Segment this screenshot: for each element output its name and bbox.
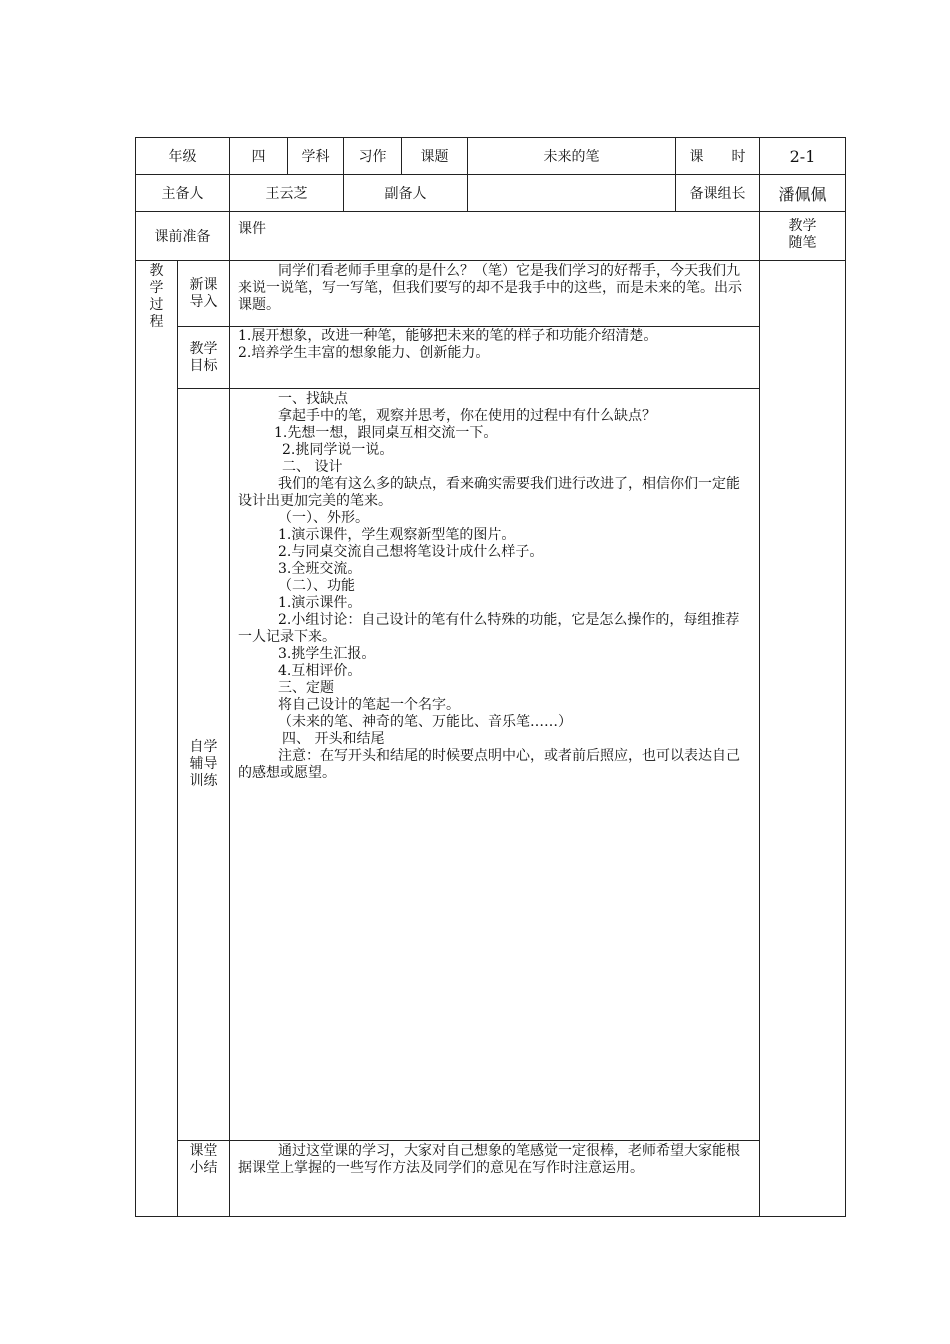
training-line: 2.小组讨论：自己设计的笔有什么特殊的功能，它是怎么操作的，每组推荐一人记录下来。 bbox=[238, 612, 740, 645]
training-line: 3.全班交流。 bbox=[278, 561, 362, 577]
training-line: （一）、外形。 bbox=[278, 510, 369, 526]
training-text bbox=[230, 389, 760, 1141]
goals-text: 1.展开想象，改进一种笔，能够把未来的笔的样子和功能介绍清楚。 2.培养学生丰富的想象能力、创新能力。 bbox=[230, 327, 760, 389]
prep-value: 课件 bbox=[230, 212, 760, 261]
preparer-value: 王云芝 bbox=[230, 175, 344, 212]
training-line: 2.挑同学说一说。 bbox=[282, 442, 394, 458]
period-value: 2-1 bbox=[760, 138, 846, 175]
notes-label: 教学 随笔 bbox=[760, 212, 846, 261]
topic-value: 未来的笔 bbox=[468, 138, 676, 175]
co-preparer-label: 副备人 bbox=[344, 175, 468, 212]
goals-label: 教学 目标 bbox=[178, 327, 230, 389]
lesson-plan-table bbox=[135, 137, 846, 1217]
header-row-2 bbox=[136, 175, 846, 212]
subject-value: 习作 bbox=[344, 138, 402, 175]
prep-label: 课前准备 bbox=[136, 212, 230, 261]
training-line: 我们的笔有这么多的缺点，看来确实需要我们进行改进了，相信你们一定能设计出更加完美的笔来。 bbox=[238, 476, 740, 509]
period-label: 课 时 bbox=[676, 138, 760, 175]
training-line: 1.演示课件，学生观察新型笔的图片。 bbox=[278, 527, 516, 543]
grade-label: 年级 bbox=[136, 138, 230, 175]
training-line: （二）、功能 bbox=[278, 578, 355, 594]
goals-row bbox=[136, 327, 846, 389]
training-line: （未来的笔、神奇的笔、万能比、音乐笔……） bbox=[278, 714, 572, 730]
process-label: 教 学 过 程 bbox=[136, 261, 178, 1217]
intro-row bbox=[136, 261, 846, 327]
training-line: 1.演示课件。 bbox=[278, 595, 362, 611]
summary-row bbox=[136, 1141, 846, 1217]
summary-label: 课堂 小结 bbox=[178, 1141, 230, 1217]
training-line: 二、 设计 bbox=[282, 459, 343, 475]
training-line: 拿起手中的笔，观察并思考，你在使用的过程中有什么缺点？ bbox=[278, 408, 656, 424]
grade-value: 四 bbox=[230, 138, 288, 175]
training-line: 1.先想一想，跟同桌互相交流一下。 bbox=[274, 425, 498, 441]
notes-column bbox=[760, 261, 846, 1217]
leader-label: 备课组长 bbox=[676, 175, 760, 212]
summary-text: 通过这堂课的学习，大家对自己想象的笔感觉一定很棒，老师希望大家能根据课堂上掌握的一些写作方法及同学们的意见在写作时注意运用。 bbox=[230, 1141, 760, 1217]
intro-label: 新课 导入 bbox=[178, 261, 230, 327]
preparer-label: 主备人 bbox=[136, 175, 230, 212]
prep-row bbox=[136, 212, 846, 261]
training-label: 自学 辅导 训练 bbox=[178, 389, 230, 1141]
topic-label: 课题 bbox=[402, 138, 468, 175]
training-row bbox=[136, 389, 846, 1141]
header-row-1 bbox=[136, 138, 846, 175]
training-line: 三、定题 bbox=[278, 680, 334, 696]
co-preparer-value bbox=[468, 175, 676, 212]
training-line: 一、找缺点 bbox=[278, 391, 348, 407]
training-line: 将自己设计的笔起一个名字。 bbox=[278, 697, 460, 713]
training-line: 4.互相评价。 bbox=[278, 663, 362, 679]
training-line: 2.与同桌交流自己想将笔设计成什么样子。 bbox=[278, 544, 544, 560]
intro-text: 同学们看老师手里拿的是什么？（笔）它是我们学习的好帮手，今天我们九来说一说笔，写一写笔，但我们要写的却不是我手中的这些，而是未来的笔。出示课题。 bbox=[230, 261, 760, 327]
subject-label: 学科 bbox=[288, 138, 344, 175]
training-line: 3.挑学生汇报。 bbox=[278, 646, 376, 662]
training-line: 注意：在写开头和结尾的时候要点明中心，或者前后照应，也可以表达自己的感想或愿望。 bbox=[238, 748, 740, 781]
training-line: 四、 开头和结尾 bbox=[282, 731, 385, 747]
leader-value: 潘佩佩 bbox=[760, 175, 846, 212]
